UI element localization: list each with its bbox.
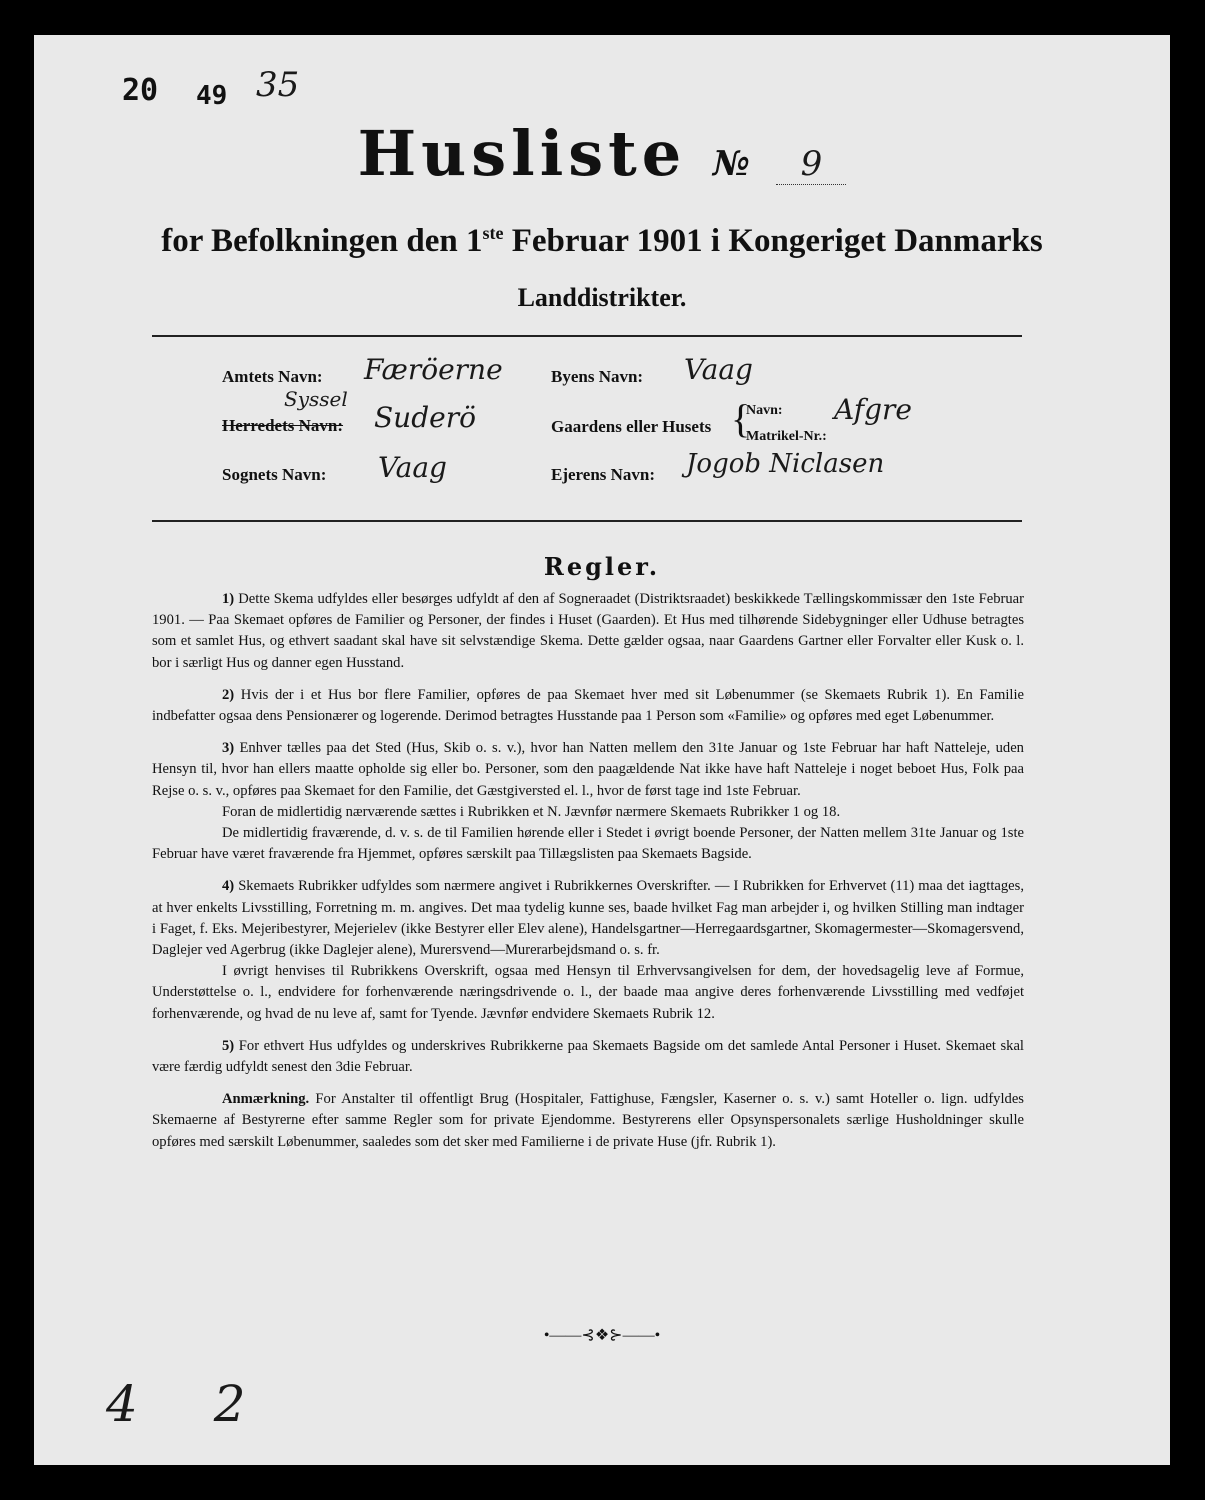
herred-correction: Syssel [284, 387, 348, 411]
gaard-label: Gaardens eller Husets [551, 417, 712, 436]
amt-value: Færöerne [364, 353, 503, 386]
rules-body [152, 589, 1024, 1164]
sogn-label: Sognets Navn: [222, 465, 327, 484]
ornament-glyphs: •——⊰❖⊱——• [543, 1327, 661, 1344]
sogn-value: Vaag [378, 451, 447, 484]
census-form-page [34, 35, 1170, 1465]
herred-label: Herredets Navn: [222, 416, 344, 435]
brace: { [731, 396, 751, 441]
rules-title: Regler. [543, 552, 661, 581]
archive-number-3: 35 [256, 65, 300, 105]
rule-5-number: 5) [222, 1037, 235, 1054]
by-value: Vaag [684, 353, 753, 386]
navn-label: Navn: [746, 403, 783, 418]
by-label: Byens Navn: [551, 367, 644, 386]
subtitle-sup: ste [482, 223, 504, 243]
matrikel-label: Matrikel-Nr.: [746, 429, 827, 444]
ejer-label: Ejerens Navn: [551, 465, 656, 484]
rule-3 [152, 738, 1024, 802]
rule-1 [152, 589, 1024, 674]
house-number: 9 [776, 144, 846, 185]
district-heading: Landdistrikter. [517, 283, 687, 312]
ornament-divider [34, 1325, 1170, 1345]
rule-5-text: For ethvert Hus udfyldes og underskrives Rubrikkerne paa Skemaets Bagside om det samlede Antal Personer i Huset. Skemaet skal være færdig udfyldt senest den 3die Februar. [152, 1037, 1024, 1076]
rule-4-text: Skemaets Rubrikker udfyldes som nærmere angivet i Rubrikkernes Overskrifter. — I Rubrikken for Erhvervet (11) maa det iagttages, at hver enkelts Livsstilling, Forretning m. m. angives. Det maa tydelig kunne ses, baade hvilket Fag man arbejder i, og hvilken Stilling man indtager i Faget, f. Eks. Mejeribestyrer, Mejerielev (ikke Bestyrer eller Elev alene), Handelsgartner—Herregaardsgartner, Skomagermester—Skomagersvend, Daglejer ved Agerbrug (ikke Daglejer alene), Murersvend—Murerarbejdsmand o. s. fr. [152, 878, 1024, 959]
rule-4b: I øvrigt henvises til Rubrikkens Overskrift, ogsaa med Hensyn til Erhvervsangivelsen for dem, der hovedsagelig leve af Formue, Understøttelse o. l., endvidere for forhenværende næringsdrivende o. l., der baade maa angive deres forhenværende Livsstilling med vedføjet forhenværende, og hvad de nu leve af, samt for Tyende. Jævnfør endvidere Skemaets Rubrik 12. [152, 963, 1024, 1022]
amt-label: Amtets Navn: [222, 367, 323, 386]
archive-number-1: 20 [122, 73, 159, 108]
title-text: Husliste [357, 117, 687, 190]
rule-3-number: 3) [222, 740, 235, 757]
rule-5 [152, 1036, 1024, 1078]
footer-handwritten-number: 4 2 [106, 1375, 276, 1433]
rule-3c: De midlertidig fraværende, d. v. s. de til Familien hørende eller i Stedet i øvrigt boende Personer, der Natten mellem 31te Januar og 1ste Februar have været fraværende fra Hjemmet, opføres særskilt paa Tillægslisten paa Skemaets Bagside. [152, 825, 1024, 863]
note-text: For Anstalter til offentligt Brug (Hospitaler, Fattighuse, Fængsler, Kaserner o. s. v.) samt Hoteller o. lign. udfyldes Skemaerne af Bestyrerne efter samme Regler som for private Ejendomme. Bestyrerens eller Opsynspersonalets særlige Husholdninger skulle opføres med særskilt Løbenummer, saaledes som det sker med Familierne i de private Huse (jfr. Rubrik 1). [152, 1091, 1024, 1150]
rule-1-number: 1) [222, 591, 235, 607]
ejer-value: Jogob Niclasen [686, 449, 885, 479]
subtitle-part-b: Februar 1901 i Kongeriget Danmarks [503, 223, 1043, 259]
rule-3b: Foran de midlertidig nærværende sættes i Rubrikken et N. Jævnfør nærmere Skemaets Rubrikker 1 og 18. [222, 803, 841, 820]
rule-3-text: Enhver tælles paa det Sted (Hus, Skib o. s. v.), hvor han Natten mellem den 31te Januar og 1ste Februar har haft Natteleje, uden Hensyn til, hvor han ellers maatte opholde sig eller bo. Personer, som den paagældende Nat ikke have haft Natteleje i noget beboet Hus, Folk paa Rejse o. s. v., opføres paa Skemaet for den Familie, det Gæstgiversted el. l., hvor de først tage ind 1ste Februar. [152, 740, 1024, 799]
rule-2 [152, 685, 1024, 727]
rule-2-text: Hvis der i et Hus bor flere Familier, opføres de paa Skemaet hver med sit Løbenummer (se Skemaets Rubrik 1). En Familie indbefatter ogsaa dens Pensionærer og logerende. Derimod betragtes Husstande paa 1 Person som «Familie» og opføres med eget Løbenummer. [152, 686, 1024, 725]
archive-number-2: 49 [196, 81, 228, 111]
rule-1-text: Dette Skema udfyldes eller besørges udfyldt af den af Sogneraadet (Distriktsraadet) beskikkede Tællingskommissær den 1ste Februar 1901. — Paa Skemaet opføres de Familier og Personer, der findes i Huset (Gaarden). Et Hus med tilhørende Sidebygninger eller Udhuse betragtes som et samlet Hus, og ethvert saadant skal have sit selvstændige Skema. Dette gælder ogsaa, naar Gaardens Gartner eller Forvalter eller Kusk o. l. bor i særligt Hus og danner egen Husstand. [152, 591, 1024, 671]
subtitle [34, 223, 1170, 260]
note-label: Anmærkning. [222, 1091, 310, 1108]
divider-top [152, 335, 1022, 337]
number-sign: № [712, 144, 750, 184]
page-title [34, 117, 1170, 190]
navn-value: Afgre [834, 393, 912, 426]
rule-4 [152, 876, 1024, 961]
note [152, 1089, 1024, 1153]
rule-2-number: 2) [222, 686, 235, 703]
subtitle-part-a: for Befolkningen den 1 [161, 223, 483, 259]
herred-value: Suderö [374, 401, 476, 434]
divider-bottom [152, 520, 1022, 522]
rule-4-number: 4) [222, 878, 235, 895]
